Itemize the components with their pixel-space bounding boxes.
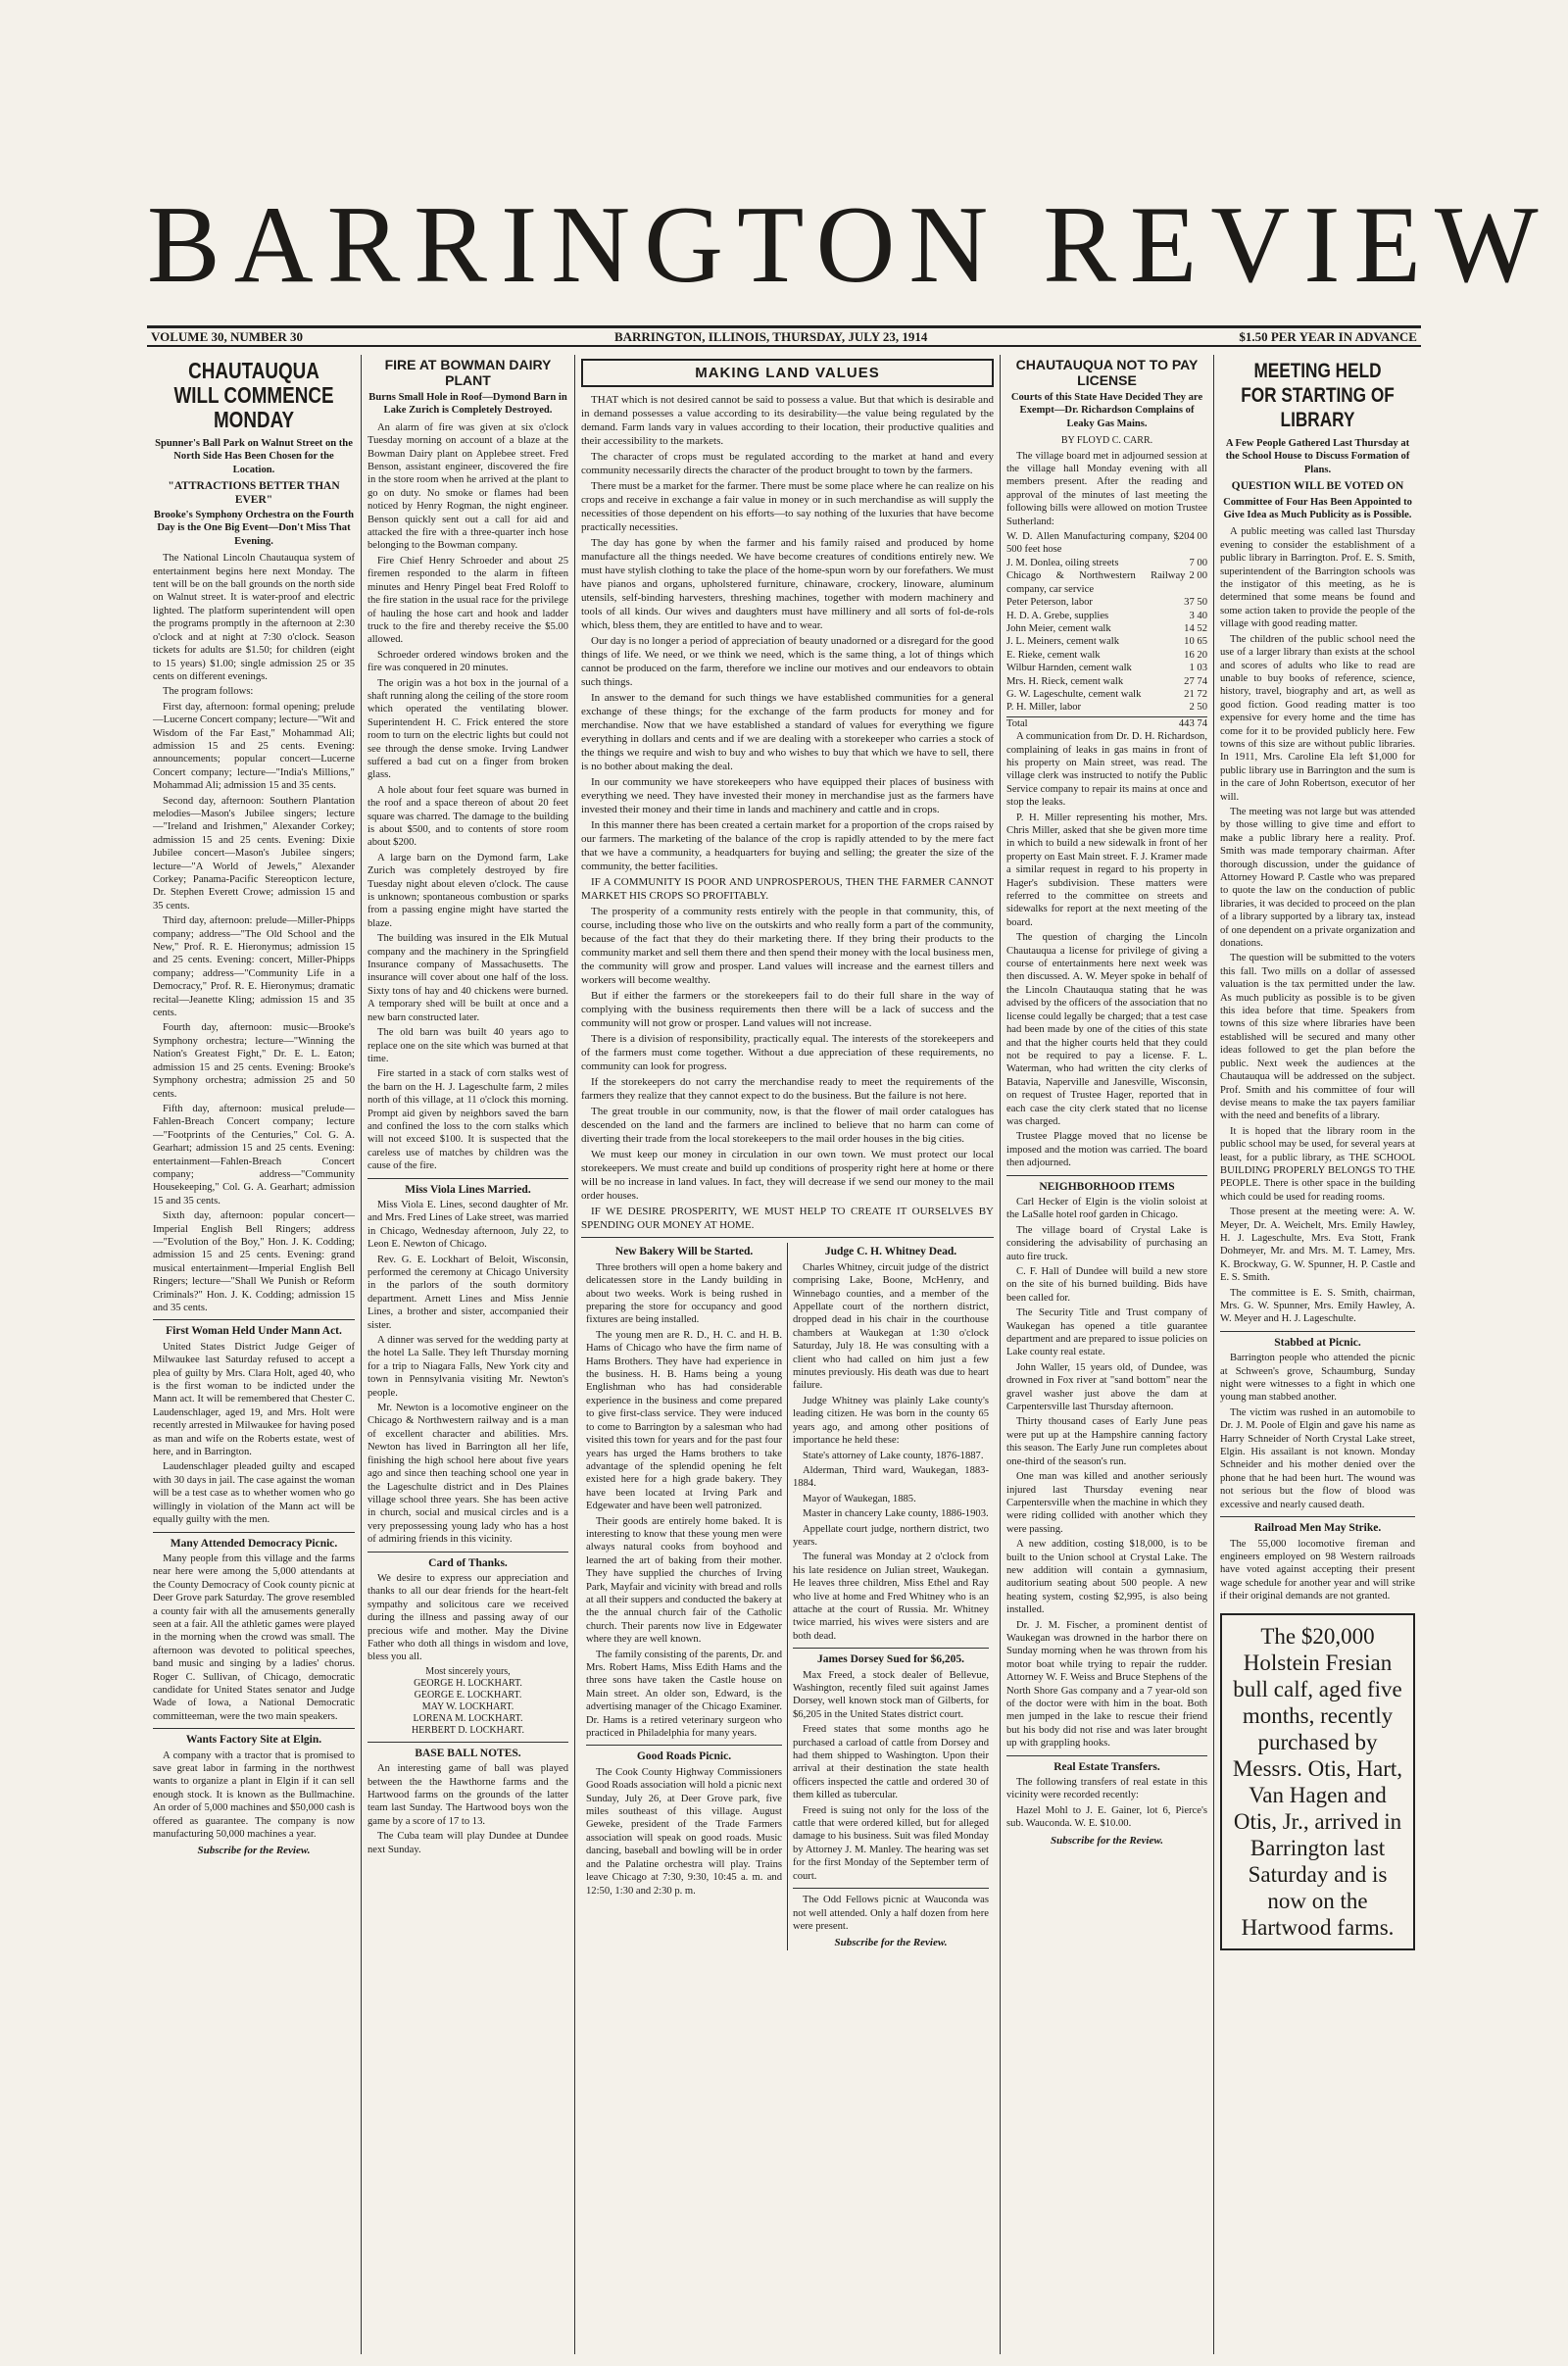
signature-line: LORENA M. LOCKHART. (413, 1712, 523, 1724)
place-date: BARRINGTON, ILLINOIS, THURSDAY, JULY 23, 1914 (613, 328, 928, 344)
paragraph: Carl Hecker of Elgin is the violin soloist at the LaSalle hotel roof garden in Chicago. (1006, 1196, 1207, 1221)
paragraph: A company with a tractor that is promised to save great labor in farming in the northwest wants to organize a plant in Elgin if it can sell enough stock. It is known as the Bullmachine. An order of 5,000 machines and $50,000 cash is offered as guarantee. The company is now manufacturing 50,000 machines a year. (153, 1750, 355, 1841)
base-ball-story (368, 1762, 568, 1856)
paragraph: The origin was a hot box in the journal of a shaft running along the ceiling of the store room which operated the ventilating blower. Superintendent H. C. Frick entered the store room to turn on the electric lights but could not see through the dense smoke. Irving Landwer suffered a bad cut on a finger from broken glass. (368, 677, 568, 781)
paragraph: The family consisting of the parents, Dr. and Mrs. Robert Hams, Miss Edith Hams and the three sons have taken the Castle house on Main street. An older son, Edward, is the advertising manager of the Chicago Examiner. Dr. Hams is a retired veterinary surgeon who practiced in Philadelphia for many years. (586, 1649, 782, 1740)
divider (1006, 1755, 1207, 1756)
paragraph: Mr. Newton is a locomotive engineer on the Chicago & Northwestern railway and is a man of excellent character and abilities. Mrs. Newton has lived in Barrington all her life, finishing the high school here about five years ago and since then teaching school one year in the Lageschulte district and in Des Plaines village school three years. She has been active in church, social and musical circles and is a very prepossessing young lady who has a host of admiring friends in this vicinity. (368, 1403, 568, 1546)
paragraph: Many people from this village and the farms near here were among the 5,000 attendants at the County Democracy of Cook county picnic at Deer Grove park Saturday. The grove resembled a county fair with all the amusements generally seen at a fair. All the athletic games were played in the morning when the crowd was small. The afternoon was devoted to political speeches, band music and singing by a ladies' chorus. Roger C. Sullivan, of Chicago, democratic candidate for United States senator and Judge Wade of Iowa, a National Democratic committeeman, were the two main speakers. (153, 1553, 355, 1722)
divider (793, 1648, 989, 1649)
paragraph: Fourth day, afternoon: music—Brooke's Symphony orchestra; lecture—"Winning the Nation's Greatest Fight," Dr. E. L. Eaton; admission 15 and 25 cents. Evening: Brooke's Symphony orchestra; admission 25 and 50 cents. (153, 1022, 355, 1100)
paragraph: We desire to express our appreciation and thanks to all our dear friends for the heart-felt sympathy and solicitous care we received during the illness and passing away of our precious wife and mother. May the Divine Father who doth all things in wisdom and love, bless you all. (368, 1572, 568, 1663)
paragraph: The prosperity of a community rests entirely with the people in that community, this, of course, including those who live on the outskirts and who really form a part of the community, because of the fact that they do their marketing there. If they bring their products to the community market and sell them there and then spend their money with the local business men, the community will grow and prosper. Land values will increase and the earnest tillers and workers will become wealthy. (581, 906, 994, 987)
divider (1006, 1175, 1207, 1176)
bills-list (1006, 530, 1207, 715)
divider (368, 1552, 568, 1553)
paragraph: The following transfers of real estate in this vicinity were recorded recently: (1006, 1777, 1207, 1801)
dateline-bar (147, 325, 1421, 347)
bill-amount: 1 03 (1189, 663, 1207, 674)
paragraph: Schroeder ordered windows broken and the fire was conquered in 20 minutes. (368, 649, 568, 674)
card-signatures (368, 1666, 568, 1737)
divider (368, 1178, 568, 1179)
paragraph: Mayor of Waukegan, 1885. (803, 1493, 916, 1504)
bill-payee: E. Rieke, cement walk (1006, 649, 1101, 661)
paragraph: The building was insured in the Elk Mutual company and the machinery in the Springfield Insurance company of Massachusetts. The insurance will cover about one half of the loss. Sixty tons of hay and 40 chickens were burned. A temporary shed will be built at once and a new barn constructed later. (368, 933, 568, 1023)
headline-dorsey-sued: James Dorsey Sued for $6,205. (817, 1653, 964, 1666)
paragraph: Max Freed, a stock dealer of Bellevue, Washington, recently filed suit against James Dorsey, well known stock man of Gilberts, for $6,205 in the United States district court. (793, 1669, 989, 1720)
masthead-title: BARRINGTON REVIEW (147, 184, 1552, 306)
lines-married-story (368, 1199, 568, 1547)
bill-payee: H. D. A. Grebe, supplies (1006, 610, 1109, 621)
paragraph: The funeral was Monday at 2 o'clock from his late residence on Julian street, Waukegan. He leaves three children, Miss Ethel and Ray who live at home and Fred Whitney who is an attache at the court of Russia. Mr. Whitney twice married, his wives were sisters and are both dead. (793, 1552, 989, 1642)
paragraph: Fifth day, afternoon: musical prelude—Fahlen-Breach Concert company; lecture—"Footprints of the Centuries," Col. G. A. Gearhart; admission 15 and 25 cents. Evening: entertainment—Fahlen-Breach Concert company; address—"Community Housekeeping," Col. G. A. Gearhart; admission 15 and 35 cents. (153, 1103, 355, 1207)
bill-payee: W. D. Allen Manufacturing company, 500 feet hose (1006, 531, 1170, 556)
paragraph: An interesting game of ball was played between the the Hawthorne farms and the Hartwood farms on the grounds of the latter team last Sunday. The Hartwood boys won the game by a score of 17 to 13. (368, 1763, 568, 1827)
paragraph: Miss Viola E. Lines, second daughter of Mr. and Mrs. Fred Lines of Lake street, was married in Chicago, Wednesday afternoon, July 22, to Leon E. Newton of Chicago. (368, 1199, 568, 1251)
paragraph: The Security Title and Trust company of Waukegan has opened a title guarantee department and are prepared to issue policies on Lake county real estate. (1006, 1307, 1207, 1358)
deck-location: Spunner's Ball Park on Walnut Street on the North Side Has Been Chosen for the Location. (155, 438, 353, 475)
bill-amount: 21 72 (1184, 688, 1207, 700)
deck-chautauqua-license: Courts of this State Have Decided They are Exempt—Dr. Richardson Complains of Leaky Gas Mains. (1010, 392, 1203, 429)
subscription-price: $1.50 PER YEAR IN ADVANCE (1239, 328, 1417, 344)
bill-amount: 16 20 (1184, 649, 1207, 661)
divider (153, 1728, 355, 1729)
column-4 (1000, 355, 1213, 2354)
paragraph: Appellate court judge, northern district, two years. (793, 1523, 989, 1548)
bills-total-label: Total (1006, 717, 1028, 729)
bill-payee: J. L. Meiners, cement walk (1006, 636, 1120, 648)
divider (1220, 1516, 1415, 1517)
paragraph: P. H. Miller representing his mother, Mrs. Chris Miller, asked that she be given more time in which to build a new sidewalk in front of her property on East Main street. F. J. Kramer made a similar request in regard to his property in Hager's subdivision. These matters were referred to the committee on streets and sidewalks for report at the next meeting of the board. (1006, 812, 1207, 928)
paragraph: A public meeting was called last Thursday evening to consider the establishment of a public library in Barrington. Prof. E. S. Smith, superintendent of the Barrington schools was the instigator of this meeting, as he is determined that some means be found and some action taken to provide the people of the village with good reading matter. (1220, 526, 1415, 630)
subhead-attractions: "ATTRACTIONS BETTER THAN EVER" (168, 480, 340, 506)
bill-row (1006, 622, 1207, 635)
paragraph: A new addition, costing $18,000, is to be built to the Union school at Crystal Lake. The new addition will contain a gymnasium, auditorium seating about 500 people. A new heating system, costing $2,995, is also being installed. (1006, 1539, 1207, 1616)
village-board-story (1006, 730, 1207, 1169)
paragraph: It is hoped that the library room in the public school may be used, for several years at least, for a public library, as THE SCHOOL BUILDING PROPERLY BELONGS TO THE PEOPLE. There is other space in the building which could be used for reading rooms. (1220, 1125, 1415, 1203)
new-bakery-story (586, 1261, 782, 1741)
paragraph: Barrington people who attended the picnic at Schween's grove, Schaumburg, Sunday night were witnesses to a fight in which one young man stabbed another. (1220, 1353, 1415, 1404)
bills-total-row (1006, 716, 1207, 730)
paragraph: The Cuba team will play Dundee at Dundee next Sunday. (368, 1831, 568, 1855)
holstein-bull-notice: The $20,000 Holstein Fresian bull calf, aged five months, recently purchased by Messrs. Otis, Hart, Van Hagen and Otis, Jr., arrived in Barrington last Saturday and is now on the Hartwood farms. (1220, 1613, 1415, 1950)
bill-payee: J. M. Donlea, oiling streets (1006, 557, 1119, 568)
paragraph: The Cook County Highway Commissioners Good Roads association will hold a picnic next Sunday, July 26, at Deer Grove park, five miles southeast of this village. August Geweke, president of the Trade Farmers association will speak on good roads. Music dancing, baseball and bowling will be in order and the Palatine orchestra will play. Trains leave Chicago at 7:30, 9:30, 10:45 a. m. and 12:50, 1:30 and 2:30 p. m. (586, 1766, 782, 1897)
bill-payee: G. W. Lageschulte, cement walk (1006, 688, 1142, 700)
paragraph: Laudenschlager pleaded guilty and escaped with 30 days in jail. The case against the woman will be a test case as to whether women who go willingly in violation of the Mann act will be equally guilty with the men. (153, 1461, 355, 1526)
bill-amount: 7 00 (1189, 557, 1207, 568)
bill-row (1006, 530, 1207, 557)
bill-amount: 2 50 (1189, 702, 1207, 714)
paragraph: The day has gone by when the farmer and his family raised and produced by home manufacture all the things needed. We have become creatures of conditions entirely new. We must have stylish clothing to take the place of the home-spun worn by our forefathers. We must have pianos and organs, upholstered furniture, chinaware, crockery, linoware, aluminum utensils, self-binding harvesters, threshing machines, together with modern machinery and tools of all kinds. Our wives and daughters must have millinery and all sorts of fol-de-rols which, bless them, they are entitled to have and to wear. (581, 537, 994, 632)
bowman-fire-story (368, 421, 568, 1173)
paragraph: In answer to the demand for such things we have established communities for a general exchange of these things; for the exchange of the farm products for money and for merchandise. Now that we have established a standard of values for everything we figure everything in dollars and cents and if we are dealing with a storekeeper who carries a stock of the things we require and wish to buy and who wishes to buy that which we have to sell, there is no bother about making the deal. (581, 692, 994, 773)
bill-amount: 10 65 (1184, 636, 1207, 648)
bill-amount: 37 50 (1184, 597, 1207, 609)
paragraph: Rev. G. E. Lockhart of Beloit, Wisconsin, performed the ceremony at Chicago University in the parlors of the south dormitory department. Arnett Lines and Miss Jennie Lines, a brother and sister, accompanied their sister. (368, 1254, 568, 1331)
bill-payee: P. H. Miller, labor (1006, 702, 1082, 714)
paragraph: First day, afternoon: formal opening; prelude—Lucerne Concert company; lecture—"Wit and Wisdom of the Far East," Mohammad Ali; admission 15 and 25 cents. Evening: announcements; popular concert—Lucerne Concert company; lecture—"India's Millions," Mohammad Ali; admission 15 and 35 cents. (153, 701, 355, 792)
paragraph: The character of crops must be regulated according to the market at hand and every community necessarily directs the character of the product brought to town by the farmers. (581, 451, 994, 477)
bill-row (1006, 610, 1207, 622)
bill-row (1006, 688, 1207, 701)
bill-amount: 14 52 (1184, 622, 1207, 634)
paragraph: If the storekeepers do not carry the merchandise ready to meet the requirements of the farmers they realize that they cannot expect to do the business. But the failure is not here. (581, 1076, 994, 1103)
subscribe-notice: Subscribe for the Review. (197, 1845, 311, 1857)
dorsey-sued-story (793, 1669, 989, 1884)
divider (153, 1319, 355, 1320)
divider (581, 1237, 994, 1238)
paragraph: The committee is E. S. Smith, chairman, Mrs. G. W. Spunner, Mrs. Emily Hawley, A. W. Meyer and H. J. Lageschulte. (1220, 1287, 1415, 1325)
headline-judge-whitney: Judge C. H. Whitney Dead. (824, 1246, 957, 1258)
bill-row (1006, 675, 1207, 688)
bill-row (1006, 557, 1207, 569)
paragraph: United States District Judge Geiger of Milwaukee last Saturday refused to accept a plea of guilty by Mrs. Clara Holt, aged 40, who is the first woman to be indicted under the Mann act. It will be remembered that Chester C. Laudenschlager, aged 19, and Mrs. Holt were recently arrested in Milwaukee for having posed as man and wife on the Roberts estate, west of here, and in Barrington. (153, 1341, 355, 1458)
paragraph: Freed is suing not only for the loss of the cattle that were ordered killed, but for alleged damage to his business. Suit was filed Monday by Attorney J. M. Manley. The hearing was set for the first Monday of the September term of court. (793, 1804, 989, 1882)
signature-line: MAY W. LOCKHART. (421, 1701, 514, 1712)
paragraph: State's attorney of Lake county, 1876-1887. (803, 1450, 984, 1461)
bill-payee: Chicago & Northwestern Railway company, car service (1006, 570, 1186, 595)
stabbed-story (1220, 1352, 1415, 1511)
bill-amount: 2 00 (1189, 570, 1207, 582)
subscribe-notice: Subscribe for the Review. (834, 1937, 948, 1949)
subcolumn-left (581, 1243, 787, 1949)
paragraph: The meeting was not large but was attended by those willing to give time and effort to make a public library here a reality. Prof. Smith was made temporary chairman. After thorough discussion, under the guidance of Attorney Howard P. Castle who was prepared to quote the law on the conduction of public libraries, it was decided to proceed on the plan of a library supported by a library tax, instead of one dependent on a private organization and donations. (1220, 806, 1415, 950)
paragraph: Our day is no longer a period of appreciation of beauty unadorned or a disregard for the good things of life. We need, or we think we need, which is the same thing, a lot of things which cannot be produced on the farm, therefore we incline our motives and our endeavors to obtain such things. (581, 635, 994, 689)
headline-lines-married: Miss Viola Lines Married. (405, 1183, 531, 1196)
paragraph: Sixth day, afternoon: popular concert—Imperial English Bell Ringers; address—"Evolution of the Boy," Hon. J. K. Codding; admission 15 and 25 cents. Evening: grand musical entertainment—Imperial English Bell Ringers; lecture—"Shall We Punish or Reform Criminals?" Hon. J. K. Codding; admission 15 and 35 cents. (153, 1210, 355, 1313)
judge-whitney-story (793, 1261, 989, 1643)
paragraph: The old barn was built 40 years ago to replace one on the site which was burned at that time. (368, 1027, 568, 1064)
paragraph: The program follows: (163, 686, 254, 698)
railroad-strike-story (1220, 1538, 1415, 1603)
headline-base-ball: BASE BALL NOTES. (415, 1747, 521, 1759)
deck-orchestra: Brooke's Symphony Orchestra on the Fourth Day is the One Big Event—Don't Miss That Evening. (153, 510, 355, 547)
signature-line: HERBERT D. LOCKHART. (411, 1724, 525, 1736)
headline-factory-site: Wants Factory Site at Elgin. (185, 1734, 322, 1747)
paragraph: Fire started in a stack of corn stalks west of the barn on the H. J. Lageschulte farm, 2 miles north of this village, at 11 o'clock this morning. Prompt aid given by neighbors saved the barn and confined the loss to the corn stalks which will not exceed $100. It is suspected that the careless use of matches by children was the cause of the fire. (368, 1068, 568, 1172)
paragraph: The village board of Crystal Lake is considering the advisability of purchasing an auto fire truck. (1006, 1224, 1207, 1262)
headline-real-estate: Real Estate Transfers. (1054, 1760, 1160, 1773)
bill-payee: Wilbur Harnden, cement walk (1006, 663, 1132, 674)
paragraph: The children of the public school need the use of a larger library than exists at the school and scores of adults who like to read are unable to buy books of reference, science, history, travel, biography and art, as well as good fiction. Good reading matter is too expensive for every home and the time has come for it to be provided publicly here. Few towns of this size are without public libraries. In 1911, Mrs. Caroline Ela left $1,000 for public library use in Barrington and the sum is in the care of John Robertson, executor of her will. (1220, 633, 1415, 803)
factory-site-story (153, 1750, 355, 1842)
paragraph: IF A COMMUNITY IS POOR AND UNPROSPEROUS, THEN THE FARMER CANNOT MARKET HIS CROPS SO PROFITABLY. (581, 876, 994, 903)
real-estate-list (1006, 1776, 1207, 1831)
paragraph: Dr. J. M. Fischer, a prominent dentist of Waukegan was drowned in the harbor there on Sunday morning when he was thrown from his motor boat while trying to repair the rudder. Attorney W. F. Weiss and Bruce Stephens of the North Shore Gas company and a 7 year-old son of the doctor were with him in the boat. Both men jumped in the lake to rescue their friend but his body did not rise and was later brought up with grappling hooks. (1006, 1619, 1207, 1750)
paragraph: The 55,000 locomotive fireman and engineers employed on 98 Western railroads have voted against accepting their present wage schedule for another year and will strike if their original demands are not granted. (1220, 1538, 1415, 1602)
paragraph: Their goods are entirely home baked. It is interesting to know that these young men were always natural cooks from boyhood and learned the art of baking from their mother. They have supplied the churches of Irving Park, Mayfair and vicinity with bread and rolls at all their suppers and conducted the bakery at the the annual church fair of the Catholic church. Their parents now live in Edgewater where they are well known. (586, 1515, 782, 1646)
paragraph: THAT which is not desired cannot be said to possess a value. But that which is desirable and in demand possesses a value according to its desirability—the value being regulated by the demand. Farm lands vary in values according to their location, their productive qualities and their accessibility to the markets. (581, 394, 994, 448)
bill-row (1006, 635, 1207, 648)
column-3 (574, 355, 1000, 2354)
byline: BY FLOYD C. CARR. (1060, 435, 1153, 447)
paragraph: One man was killed and another seriously injured last Thursday evening near Carpentersville when the machine in which they were riding collided with another which they were passing. (1006, 1471, 1207, 1535)
mann-act-story (153, 1341, 355, 1527)
paragraph: Trustee Plagge moved that no license be imposed and the motion was carried. The board then adjourned. (1006, 1131, 1207, 1169)
paragraph: A hole about four feet square was burned in the roof and a space thereon of about 20 feet square was charred. The damage to the building is about $500, and to contents of store room about $200. (368, 784, 568, 849)
paragraph: There must be a market for the farmer. There must be some place where he can realize on his crops and receive in exchange a fair value in money or in such merchandise as will supply the necessities of those dependent on his efforts—to say nothing of the luxuries that have become practically necessities. (581, 480, 994, 534)
headline-mann-act: First Woman Held Under Mann Act. (166, 1325, 342, 1338)
neighborhood-items-list (1006, 1196, 1207, 1750)
bill-payee: John Meier, cement walk (1006, 622, 1111, 634)
paragraph: But if either the farmers or the storekeepers fail to do their full share in the way of complying with the business requirements then there will be a lack of success and the community will not grow or prosper. Land values will not increase. (581, 990, 994, 1030)
subhead-question-voted: QUESTION WILL BE VOTED ON (1231, 480, 1404, 493)
bill-amount: 27 74 (1184, 675, 1207, 687)
headline-neighborhood-items: NEIGHBORHOOD ITEMS (1039, 1180, 1175, 1193)
paragraph: Judge Whitney was plainly Lake county's leading citizen. He was born in the county 65 years ago, and among other positions of importance he held these: (793, 1395, 989, 1447)
divider (368, 1742, 568, 1743)
headline-good-roads: Good Roads Picnic. (636, 1750, 732, 1763)
bill-amount: 3 40 (1189, 610, 1207, 621)
paragraph: Third day, afternoon: prelude—Miller-Phipps company; address—"The Old School and the New," Prof. R. E. Hieronymus; admission 15 and 25 cents. Evening: concert, Miller-Phipps company; address—"Community Life in a Democracy," Prof. R. E. Hieronymus; dramatic recital—Jeanette Kling; admission 15 and 35 cents. (153, 915, 355, 1019)
headline-stabbed: Stabbed at Picnic. (1274, 1336, 1361, 1349)
bill-row (1006, 596, 1207, 609)
deck-library: A Few People Gathered Last Thursday at the School House to Discuss Formation of Plans. (1225, 438, 1410, 475)
column-2 (361, 355, 574, 2354)
paragraph: An alarm of fire was given at six o'clock Tuesday morning on account of a blaze at the Bowman Dairy plant on Applebee street. Fred Benson, assistant engineer, discovered the fire in the store room when he arrived at the plant to go on duty. No smoke or flames had been noticed by Henry Rogman, the night engineer. Benson quickly sent out a call for aid and attacked the fire with a three-quarter inch hose belonging to the Bowman company. (368, 421, 568, 552)
columns (147, 355, 1421, 2354)
paragraph: There is a division of responsibility, practically equal. The interests of the storekeepers and of the farmers must come together. Without a due appreciation of these requirements, no community can look for progress. (581, 1033, 994, 1073)
paragraph: John Waller, 15 years old, of Dundee, was drowned in Fox river at "sand bottom" near the gravel washer just above the dam at Carpentersville last Thursday afternoon. (1006, 1361, 1207, 1413)
paragraph: Charles Whitney, circuit judge of the district comprising Lake, Boone, McHenry, and Winnebago counties, and a member of the Appellate court of the northern district, dropped dead in his chair in the courthouse chambers at Waukegan at 1:30 o'clock Saturday, July 18. He was consulting with a client who had called on him just a few minutes previously. His death was due to heart failure. (793, 1261, 989, 1392)
volume-number: VOLUME 30, NUMBER 30 (151, 328, 304, 344)
signature-line: GEORGE E. LOCKHART. (414, 1689, 522, 1701)
headline-library: MEETING HELD FOR STARTING OF LIBRARY (1241, 360, 1395, 431)
paragraph: Freed states that some months ago he purchased a carload of cattle from Dorsey and had them shipped to Washington. Upon their arrival at their destination the state health officers inspected the cattle and ordered 30 of them killed as tubercular. (793, 1724, 989, 1801)
paragraph: The young men are R. D., H. C. and H. B. Hams of Chicago who have the firm name of Hams Brothers. They have had experience in the business. H. B. Hams being a young Englishman who has had considerable experience in the business and come prepared to give first-class service. They were induced to come to Barrington by a salesman who had visited this town for years and for the past four years has urged the Hams brothers to take advantage of the splendid opening he felt existed here for a high grade bakery. They have been located at Irving Park and Edgewater and have been well patronized. (586, 1329, 782, 1512)
paragraph: Thirty thousand cases of Early June peas were put up at the Hampshire canning factory this season. The Early June run completes about one-third of the season's run. (1006, 1416, 1207, 1467)
divider (1220, 1331, 1415, 1332)
column-1 (147, 355, 361, 2354)
paragraph: A communication from Dr. D. H. Richardson, complaining of leaks in gas mains in front of his property on Main street, was read. The village clerk was instructed to notify the Public Service company to repair its mains at once and stop the leaks. (1006, 731, 1207, 809)
headline-chautauqua-license: CHAUTAUQUA NOT TO PAY LICENSE (1015, 357, 1199, 388)
signature-line: Most sincerely yours, (425, 1665, 511, 1677)
paragraph: Three brothers will open a home bakery and delicatessen store in the Landy building in about two weeks. Work is being rushed in preparing the store for occupancy and good fixtures are being installed. (586, 1261, 782, 1326)
lower-subcolumns (581, 1243, 994, 1949)
column-5 (1213, 355, 1421, 2354)
divider (586, 1745, 782, 1746)
paragraph: C. F. Hall of Dundee will build a new store on the site of his burned building. Bids have been called for. (1006, 1266, 1207, 1304)
deck-bowman-fire: Burns Small Hole in Roof—Dymond Barn in Lake Zurich is Completely Destroyed. (368, 392, 567, 417)
library-story (1220, 525, 1415, 1325)
making-land-values-feature (581, 393, 994, 1232)
bill-row (1006, 662, 1207, 674)
paragraph: The National Lincoln Chautauqua system of entertainment begins here next Monday. The tent will be on the ball grounds on the north side on Walnut street. It is water-proof and electric lighted. The platform superintendent will open the programs promptly in the afternoon at 2:30 o'clock and at night at 7:30 o'clock. Season tickets for adults are $1.50; for children (eight to 15 years) $1.00; single admission 25 or 35 cents on different evenings. (153, 553, 355, 682)
paragraph: The victim was rushed in an automobile to Dr. J. M. Poole of Elgin and gave his name as Harry Schneider of North Crystal Lake street, Elgin. His assailant is not known. Monday Schneider and his mother denied over the phone that he had been hurt. The wound was not serious but the flow of blood was excessive and nearly caused death. (1220, 1406, 1415, 1510)
headline-card-of-thanks: Card of Thanks. (428, 1556, 508, 1569)
divider (153, 1532, 355, 1533)
chautauqua-story (153, 552, 355, 1314)
paragraph: A large barn on the Dymond farm, Lake Zurich was completely destroyed by fire Tuesday night about eleven o'clock. The cause is unknown; spontaneous combustion or sparks from a passing engine might have started the blaze. (368, 852, 568, 929)
paragraph: The question will be submitted to the voters this fall. Two mills on a dollar of assessed valuation is the tax permitted under the law. As much publicity as possible is to be given this idea before that time. Speakers from towns of this size where libraries have been established will be secured and many other ideas followed to get the plan before the public. Next week the audiences at the Chautauqua will be addressed on the subject. Prof. Smith and his committee of four will devise means to make the tax payers familiar with the need and benefits of a library. (1220, 953, 1415, 1122)
headline-railroad-strike: Railroad Men May Strike. (1253, 1522, 1382, 1535)
deck-committee: Committee of Four Has Been Appointed to Give Idea as Much Publicity as is Possible. (1223, 496, 1412, 521)
subscribe-notice: Subscribe for the Review. (1050, 1834, 1164, 1847)
bills-total-value: 443 74 (1178, 717, 1207, 729)
headline-chautauqua: CHAUTAUQUA WILL COMMENCE MONDAY (173, 358, 334, 432)
headline-bowman-fire: FIRE AT BOWMAN DAIRY PLANT (384, 357, 552, 388)
paragraph: Those present at the meeting were: A. W. Meyer, Dr. A. Weichelt, Mrs. Emily Hawley, H. J. Lageschulte, Mrs. Eva Stott, Frank Dohmeyer, Mr. and Mrs. M. T. Lamey, Mrs. K. Brockway, G. W. Spunner, H. P. Castle and E. S. Smith. (1220, 1207, 1415, 1284)
paragraph: We must keep our money in circulation in our own town. We must protect our local storekeepers. We must create and build up conditions of prosperity right here at home or there will be no increase in land values. In fact, they will decrease if we send our money to the mail order houses. (581, 1149, 994, 1203)
paragraph: The great trouble in our community, now, is that the flower of mail order catalogues has descended on the land and the farmers are inclined to believe that no harm can come of diverting their trade from the local storekeepers to the mail order houses in the big cities. (581, 1106, 994, 1146)
bill-row (1006, 569, 1207, 596)
good-roads-story (586, 1766, 782, 1898)
bill-row (1006, 701, 1207, 714)
paragraph: Fire Chief Henry Schroeder and about 25 firemen responded to the alarm in fifteen minutes and Henry Pingel beat Fred Roloff to the fire station in the usual race for the privilege of hauling the hose cart and hook and ladder truck to the fire and thereby receive the $5.00 allowed. (368, 555, 568, 646)
signature-line: GEORGE H. LOCKHART. (414, 1677, 522, 1689)
subcolumn-right (787, 1243, 994, 1949)
bill-row (1006, 649, 1207, 662)
card-of-thanks-text (368, 1572, 568, 1664)
bill-payee: Mrs. H. Rieck, cement walk (1006, 675, 1124, 687)
paragraph: In our community we have storekeepers who have equipped their places of business with everything we need. They have invested their money in merchandise just as the farmers have invested their money and their time in lands and machinery and cattle and in crops. (581, 776, 994, 816)
paragraph: Hazel Mohl to J. E. Gainer, lot 6, Pierce's sub. Wauconda. W. E. $10.00. (1006, 1804, 1207, 1830)
bill-payee: Peter Peterson, labor (1006, 597, 1093, 609)
bill-amount: $204 00 (1173, 531, 1207, 543)
headline-democracy-picnic: Many Attended Democracy Picnic. (170, 1537, 338, 1550)
democracy-picnic-story (153, 1553, 355, 1723)
paragraph: Second day, afternoon: Southern Plantation melodies—Mason's Jubilee singers; lecture—"Ireland and Irishmen," Alexander Corkey; admission 15 and 25 cents. Evening: Dixie Jubilee concert—Mason's Jubilee singers; lecture—"A World of Jewels," Alexander Corkey; Panama-Pacific Stereopticon lecture, Dr. Stephen Everett Crowe; admission 15 and 35 cents. (153, 795, 355, 912)
paragraph: IF WE DESIRE PROSPERITY, WE MUST HELP TO CREATE IT OURSELVES BY SPENDING OUR MONEY AT HOME. (581, 1206, 994, 1232)
paragraph: In this manner there has been created a certain market for a proportion of the crops raised by our farmers. The marketing of the balance of the crop is rapidly attended to by the mere fact that we have a community, a headquarters for buying and selling; the greater the size of the community, the better facilities. (581, 819, 994, 873)
odd-fellows-note: The Odd Fellows picnic at Wauconda was not well attended. Only a half dozen from here were present. (793, 1895, 989, 1932)
paragraph: Alderman, Third ward, Waukegan, 1883-1884. (793, 1464, 989, 1490)
headline-new-bakery: New Bakery Will be Started. (614, 1246, 754, 1258)
village-board-lead: The village board met in adjourned session at the village hall Monday evening with all members present. After the reading and approval of the minutes of last meeting the following bills were allowed on motion Trustee Sutherland: (1006, 450, 1207, 527)
paragraph: A dinner was served for the wedding party at the hotel La Salle. They left Thursday morning for a trip to Niagara Falls, New York city and town in Pennsylvania visiting Mr. Newton's people. (368, 1335, 568, 1399)
feature-title-box: MAKING LAND VALUES (581, 359, 994, 387)
paragraph: The question of charging the Lincoln Chautauqua a license for privilege of giving a course of entertainments here next week was then discussed. A. W. Meyer spoke in behalf of the Lincoln Chautauqua stating that he was advised by the officers of the association that no license could legally be charged; that a test case had been made by one of the cities of this state and that the higher courts held that they could not be required to pay a license. F. L. Waterman, who had written the city clerks of Batavia, Naperville and Janesville, Wisconsin, on request of Trustee Hager, reported that in each case the city clerk stated that no license was charged. (1006, 932, 1207, 1127)
paragraph: Master in chancery Lake county, 1886-1903. (803, 1508, 989, 1520)
divider (793, 1888, 989, 1889)
